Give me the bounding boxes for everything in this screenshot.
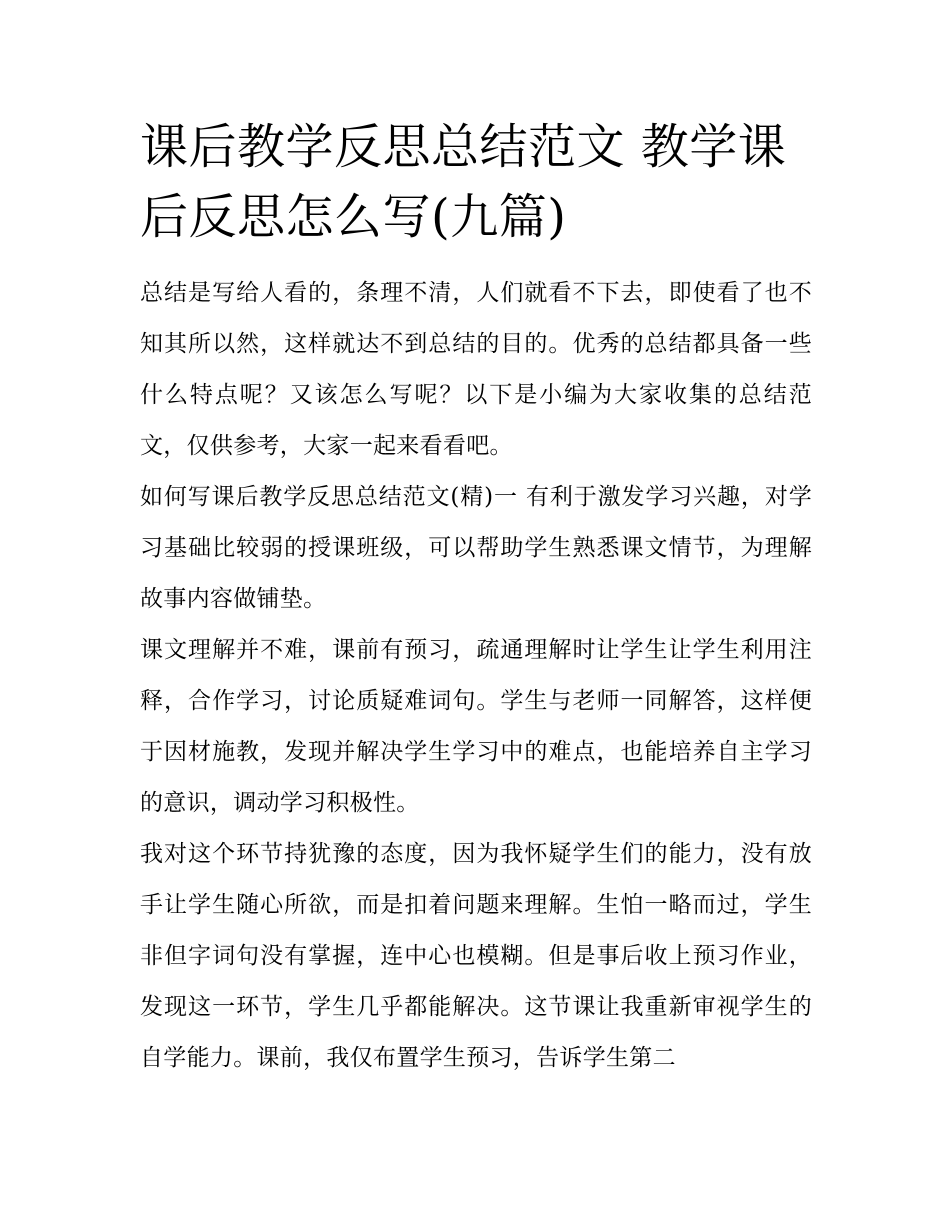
paragraph-intro: 总结是写给人看的，条理不清，人们就看不下去，即使看了也不知其所以然，这样就达不到总结的目的。优秀的总结都具备一些什么特点呢？又该怎么写呢？以下是小编为大家收集的总结范文，仅供参考，大家一起来看看吧。 [140,280,812,459]
paragraph-reflection: 我对这个环节持犹豫的态度，因为我怀疑学生们的能力，没有放手让学生随心所欲，而是扣着问题来理解。生怕一略而过，学生非但字词句没有掌握，连中心也模糊。但是事后收上预习作业，发现这一环节，学生几乎都能解决。这节课让我重新审视学生的自学能力。课前，我仅布置学生预习，告诉学生第二 [140,841,812,1071]
document-body [140,112,812,1084]
paragraph-understanding: 课文理解并不难，课前有预习，疏通理解时让学生让学生利用注释，合作学习，讨论质疑难词句。学生与老师一同解答，这样便于因材施教，发现并解决学生学习中的难点，也能培养自主学习的意识，调动学习积极性。 [140,637,812,816]
document-title: 课后教学反思总结范文 教学课后反思怎么写(九篇) [140,119,787,245]
paragraph-section-one: 如何写课后教学反思总结范文(精)一 有利于激发学习兴趣，对学习基础比较弱的授课班级，可以帮助学生熟悉课文情节，为理解故事内容做铺垫。 [140,484,812,612]
